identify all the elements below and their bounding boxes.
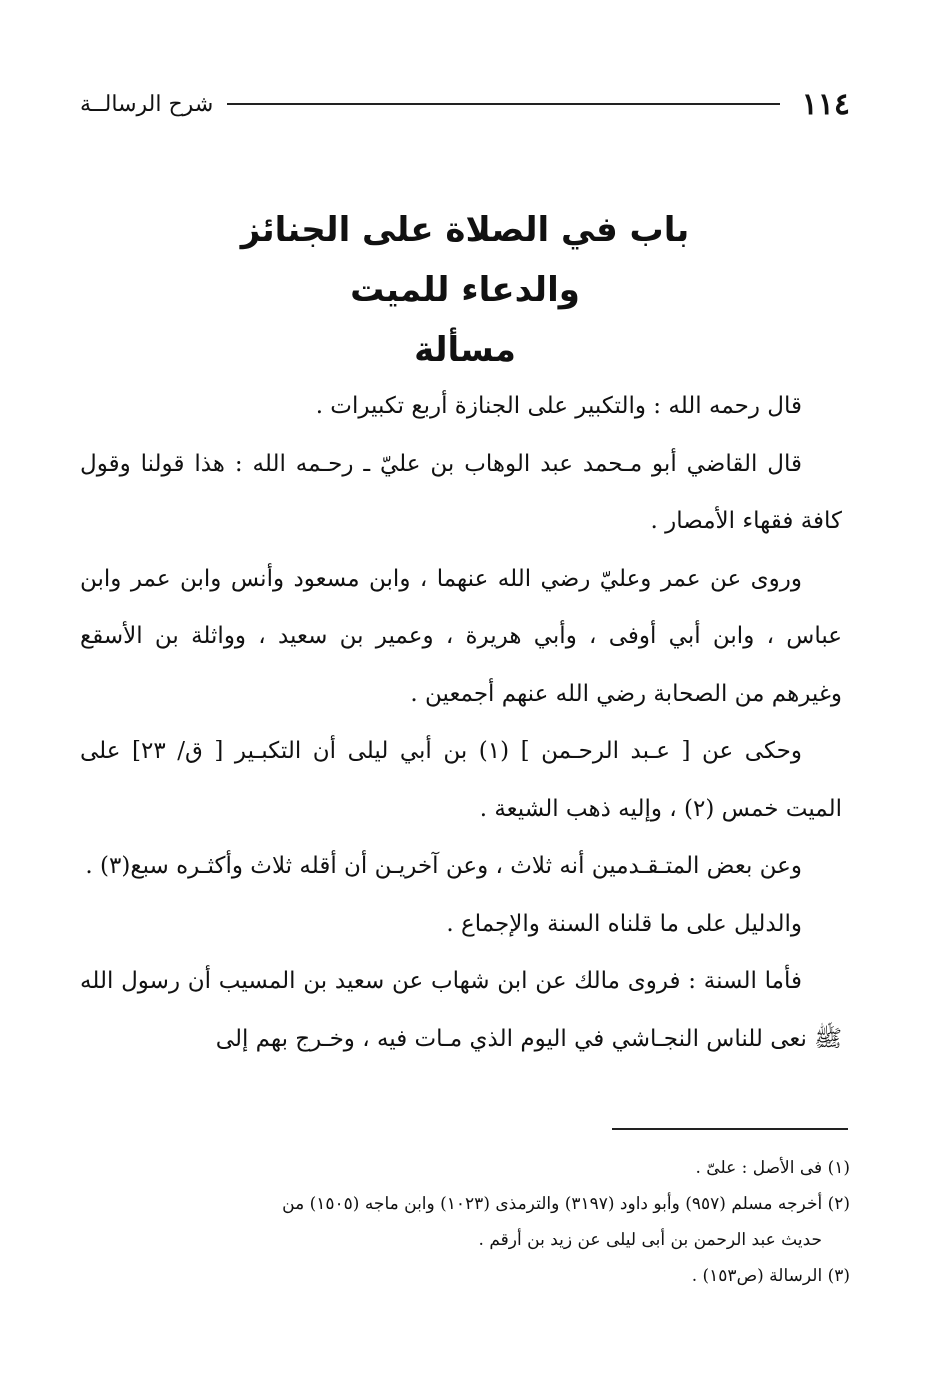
chapter-subtitle: والدعاء للميت bbox=[350, 270, 580, 310]
paragraph: فأما السنة : فروى مالك عن ابن شهاب عن سعيد بن المسيب أن رسول الله ﷺ نعى للناس النجـاشي في اليوم الذي مـات فيه ، وخـرج بهم إلى bbox=[80, 968, 842, 1052]
footnote: (٣) الرسالة (ص١٥٣) . bbox=[691, 1266, 850, 1286]
paragraph: قال القاضي أبو مـحمد عبد الوهاب بن عليّ ـ رحـمه الله : هذا قولنا وقول كافة فقهاء الأمصار . bbox=[80, 450, 842, 534]
page-header bbox=[80, 84, 850, 124]
paragraph: والدليل على ما قلناه السنة والإجماع . bbox=[446, 910, 802, 937]
paragraph: قال رحمه الله : والتكبير على الجنازة أربع تكبيرات . bbox=[315, 393, 802, 419]
footnotes bbox=[80, 1150, 850, 1294]
body-text bbox=[80, 378, 842, 1068]
footnote-continuation: حديث عبد الرحمن بن أبى ليلى عن زيد بن أرقم . bbox=[478, 1230, 822, 1250]
footnote-rule bbox=[612, 1128, 848, 1130]
paragraph: وروى عن عمر وعليّ رضي الله عنهما ، وابن مسعود وأنس وابن عمر وابن عباس ، وابن أبي أوفى ، وأبي هريرة ، وعمير بن سعيد ، وواثلة بن الأسقع وغيرهم من الصحابة رضي الله عنهم أجمعين . bbox=[80, 565, 842, 707]
footnote: (٢) أخرجه مسلم (٩٥٧) وأبو داود (٣١٩٧) والترمذى (١٠٢٣) وابن ماجه (١٥٠٥) من bbox=[282, 1194, 850, 1214]
chapter-title-block bbox=[80, 200, 850, 380]
paragraph: وحكى عن [ عـبد الرحـمن ] (١) بن أبي ليلى أن التكبـير [ ق/ ٢٣] على الميت خمس (٢) ، وإليه ذهب الشيعة . bbox=[80, 738, 842, 822]
section-heading: مسألة bbox=[414, 330, 516, 370]
chapter-title: باب في الصلاة على الجنائز bbox=[240, 210, 690, 250]
page-number: ١١٤ bbox=[801, 86, 850, 122]
footnote: (١) فى الأصل : علىّ . bbox=[695, 1158, 850, 1178]
header-rule bbox=[227, 103, 779, 105]
paragraph: وعن بعض المتـقـدمين أنه ثلاث ، وعن آخريـن أن أقله ثلاث وأكثـره سبع(٣) . bbox=[85, 853, 802, 879]
running-title: شرح الرسالــة bbox=[80, 91, 214, 117]
